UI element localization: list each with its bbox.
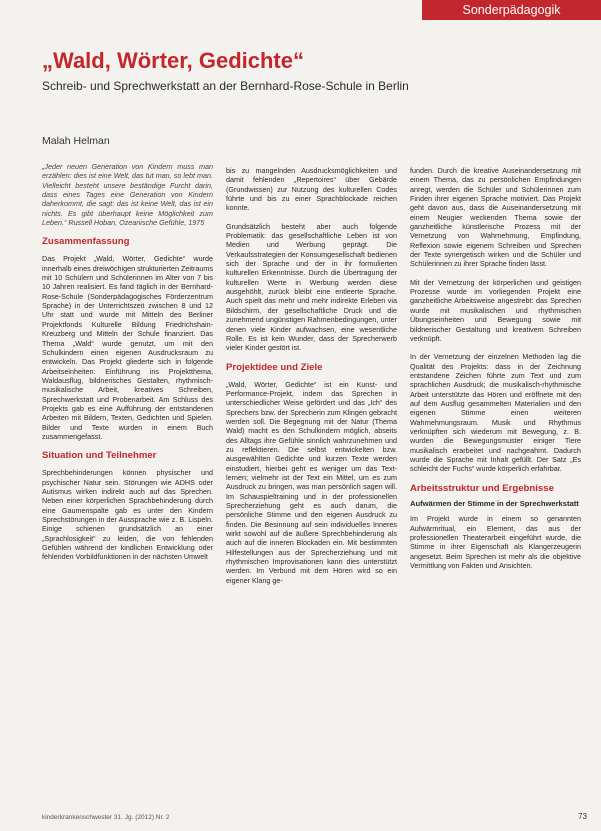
epigraph-quote: „Jeder neuen Generation von Kindern muss man erzählen: dies ist eine Welt, das tut man, so lebt man. Vielleicht besteht unsere beständige Furcht darin, dass eines Tages eine Generation von Kindern daherkommt, die sagt: das ist keine Welt, das ist ein nichts. Es gibt überhaupt keine Möglichkeit zum Leben.“ Russell Hoban, Ozeanische Gefühle, 1975 xyxy=(42,162,213,228)
article-subtitle: Schreib- und Sprechwerkstatt an der Bernhard-Rose-Schule in Berlin xyxy=(42,79,409,93)
paragraph: Grundsätzlich besteht aber auch folgende Problematik: das gesellschaftliche Leben ist von Medien und Werbung geprägt. Die Verkaufsstrategien der Konsumgesellschaft bedienen sich der Sprache und der in ihr formulierten kulturellen Erkenntnisse. Durch die Übertragung der kulturellen Werte in Werbung werden diese ausgehöhlt, zurück bleibt eine entleerte Sprache. Auch spielt das mehr und mehr indirekte Erleben via Bildschirm, der gesellschaftliche Druck und die zunehmend ungünstigen Rahmenbedingungen, unter denen viele Kinder aufwachsen, eine wesentliche Rolle. Es ist kein Wunder, dass der Sprecherwerb vieler Kinder gestört ist. xyxy=(226,221,397,353)
heading-projektidee: Projektidee und Ziele xyxy=(226,361,323,373)
column-3 xyxy=(410,166,581,579)
section-tab: Sonderpädagogik xyxy=(422,0,601,20)
heading-situation: Situation und Teilnehmer xyxy=(42,450,157,462)
journal-footer: kinderkrankenschwester 31. Jg. (2012) Nr. 2 xyxy=(42,814,170,821)
paragraph: funden. Durch die kreative Auseinandersetzung mit einem Thema, das zu persönlichen Empfindungen anregt, werden die Schüler und Schülerinnen zum Finden ihrer eigenen Sprache motiviert. Das Projekt geht davon aus, dass die Auseinandersetzung mit einem Neugier weckenden Thema sowie der ganzheitliche künstlerische Prozess mit der Vernetzung von Wahrnehmung, Empfindung, Reflexion sowie eigenem Schreiben und Sprechen der Texte synergetisch wirken und die Schüler und Schülerinnen zu ihrer Sprache finden lässt. xyxy=(410,166,581,269)
heading-arbeitsstruktur: Arbeitsstruktur und Ergebnisse xyxy=(410,482,554,494)
paragraph: Im Projekt wurde in einem so genannten Aufwärmritual, ein Element, das aus der professionellen Theaterarbeit eingeführt wurde, die Stimme in ihrer Eigenschaft als Klangerzeugerin angesetzt. Beim Sprechen ist mehr als die objektive Vermittlung von Fakten und Ansichten. xyxy=(410,514,581,570)
heading-zusammenfassung: Zusammenfassung xyxy=(42,236,130,248)
paragraph: In der Vernetzung der einzelnen Methoden lag die Qualität des Projekts: dass in der Zeichnung entstandene Zeichen führte zum Text und zum sprachlichen Ausdruck; die musikalisch-rhythmische Arbeit unterstützte das Hören und eröffnete mit den auf dem Ausflug gesammelten Materialien und den eigenen Stimme einen weiteren Wahrnehmungsraum. Musik und Rhythmus verknüpften sich wiederum mit Bewegung, z. B. wurden die Bewegungsmuster einiger Tiere musikalisch erarbeitet und nachgeahmt. Dadurch wurde die Sprache mit Inhalt gefüllt. Der Satz „Es schleicht der Fuchs“ wurde körperlich erfahrbar. xyxy=(410,352,581,474)
paragraph: Das Projekt „Wald, Wörter, Gedichte“ wurde innerhalb eines dreiwöchigen strukturierten Zeitraums mit 10 Schülern und Schülerinnen im Alter von 7 bis 10 Jahren realisiert. Es fand täglich in der Bernhard-Rose-Schule (Sonderpädagogisches Förderzentrum Sprache) in der Unterrichtszeit zwischen 8 und 12 Uhr statt und wurde mit Mitteln des Berliner Projektfonds Kulturelle Bildung Friedrichshain-Kreuzberg und Mitteln der Schule finanziert. Das Thema „Wald“ wurde genutzt, um mit den Schulkindern einen eigenen Ausdrucksraum zu entwickeln. Das Projekt gliederte sich in folgende Arbeitseinheiten: Einführung ins Projektthema, Waldausflug, bildnerisches Gestalten, rhythmisch-musikalische Arbeit, kreatives Schreiben, Sprechwerkstatt und Probenarbeit. Am Schluss des Projekts gab es eine Aufführung der entstandenen Arbeiten mit Bildern, Texten, Gedichten und Spielen. Bilder und Texte wurden in einem Buch zusammengefasst. xyxy=(42,254,213,441)
column-1 xyxy=(42,162,213,571)
column-2 xyxy=(226,166,397,594)
paragraph: „Wald, Wörter, Gedichte“ ist ein Kunst- und Performance-Projekt, indem das Sprechen in unterschiedlicher Weise gefördert und das „Ich“ des Sprechers bzw. der Sprecherin zum Klingen gebracht werden soll. Die Begegnung mit der Natur (Thema Wald) macht es den Schulkindern möglich, abseits des Alltags ihre Gefühle sinnlich wahrzunehmen und zu reflektieren. Die selbst entwickelten bzw. ausgewählten Gedichte und kurzen Texte werden einstudiert, hierbei geht es weniger um das Text-lernen; vielmehr ist der Text ein Mittel, um es zum Ausdruck zu bringen, was man persönlich sagen will. Im Schauspieltraining und in der professionellen Sprecherziehung geht es auch darum, die persönliche Stimme und den eigenen Ausdruck zu finden. Die Besinnung auf sein individuelles Inneres wirkt sowohl auf die äußere Sprechbehinderung als auch auf die inneren Blockaden ein. Mit bestimmten Hilfestellungen aus der Sprecherziehung und mit rhythmischen Improvisationen kann dies unterstützt werden. Im Verbund mit dem Hören wird so ein eigener Klang ge- xyxy=(226,379,397,585)
article-title: „Wald, Wörter, Gedichte“ xyxy=(42,48,304,73)
paragraph: bis zu mangelnden Ausdrucksmöglichkeiten und damit fehlenden „Repertoires“ über Gebärde (Grundwissen) zur Nutzung des kulturellen Codes führte und bis zu einer Sprachblockade reichen konnte. xyxy=(226,166,397,213)
paragraph: Mit der Vernetzung der körperlichen und geistigen Prozesse wurde im vorliegenden Projekt eine ganzheitliche Arbeitsweise angestrebt: das Sprechen wurde mit musikalischen und rhythmischen Übungseinheiten und Bewegung sowie mit bildnerischer Gestaltung und kreativem Schreiben verknüpft. xyxy=(410,277,581,343)
paragraph: Sprechbehinderungen können physischer und psychischer Natur sein. Störungen wie ADHS oder Autismus wirken indirekt auch auf das Sprechen. Neben einer körperlichen Sprachbehinderung durch eine Gaumenspalte gab es unter den Kindern Sprechstörungen in der Aussprache wie z. B. Lispeln. Einige schienen grundsätzlich an einer „Sprachlosigkeit“ zu leiden, die von fehlenden Gefühlen während der kindlichen Entwicklung oder fehlenden Vorbildfunktionen in der nächsten Umwelt xyxy=(42,468,213,562)
subheading-aufwaermen: Aufwärmen der Stimme in der Sprechwerkstatt xyxy=(410,498,579,508)
page-number: 73 xyxy=(578,812,587,821)
article-author: Malah Helman xyxy=(42,135,110,147)
